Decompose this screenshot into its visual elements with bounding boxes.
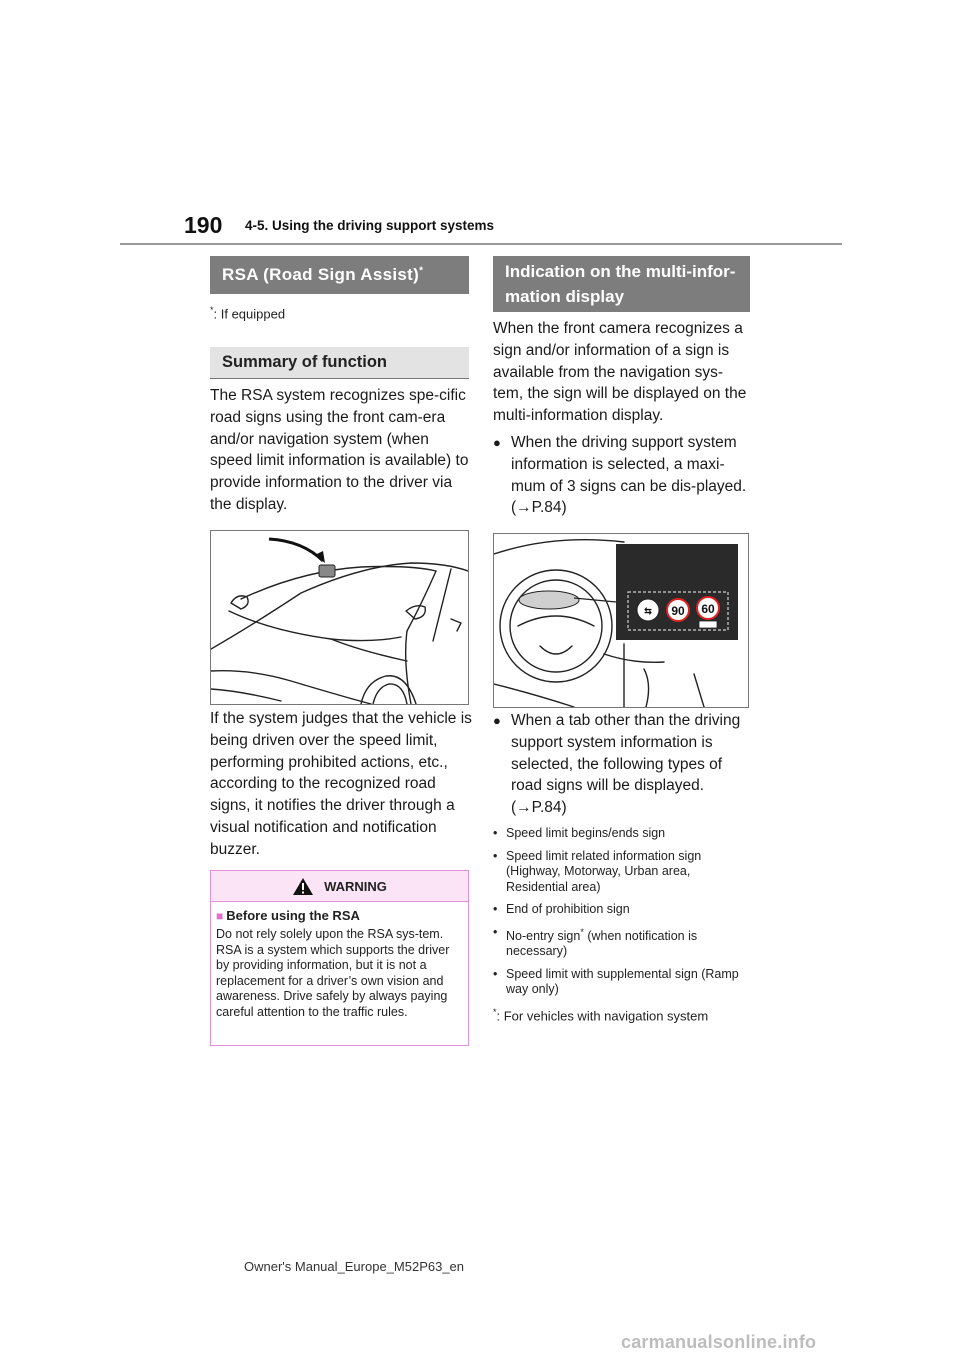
watermark: carmanualsonline.info [621,1332,817,1352]
navigation-footnote [493,1005,749,1024]
footnote-mark: * [210,305,214,315]
summary-heading: Summary of function [210,347,469,379]
header-divider [120,243,842,245]
nav-footnote-mark: * [493,1006,497,1017]
warning-label: WARNING [324,878,387,894]
indication-heading-line2: mation display [505,287,625,306]
dashboard-display-figure [493,533,749,708]
sign-type-text: No-entry sign [506,928,581,943]
rsa-title-text: RSA (Road Sign Assist) [222,265,420,284]
list-item: • Speed limit begins/ends sign [493,826,666,840]
manual-name: Owner's Manual_Europe_M52P63_en [244,1259,465,1274]
car-front-camera-illustration [211,531,468,704]
no-entry-mark: * [580,926,584,937]
square-bullet-icon: ■ [216,909,224,923]
warning-triangle-icon [292,877,314,896]
svg-text:⇆: ⇆ [644,606,652,616]
list-item: • End of prohibition sign [493,902,630,916]
equipped-footnote [210,305,285,321]
bullet-other-tab-text: When a tab other than the driving support system information is selected, the following types of road signs will be displayed. (→P.84) [511,712,741,817]
overspeed-text: If the system judges that the vehicle is being driven over the speed limit, performing prohibited actions, etc., according to the recognized road signs, it notifies the driver through a visual notification and notification buzzer. [210,710,472,858]
steering-wheel-display-illustration [494,534,748,707]
indication-intro: When the front camera recognizes a sign and/or information of a sign is available from the navigation sys-tem, the sign will be displayed on the multi-information display. [493,320,747,425]
sign-type-list [493,826,749,1023]
list-item: • Speed limit with supplemental sign (Ramp way only) [493,967,749,998]
list-item: • No-entry sign* (when notification is necessary) [493,924,698,959]
sign-type-text: Speed limit begins/ends sign [506,826,666,840]
list-item: • Speed limit related information sign (Highway, Motorway, Urban area, Residential area) [493,849,749,896]
bullet-driving-support-text: When the driving support system information is selected, a maxi-mum of 3 signs can be dis-played. (→P.84) [511,434,747,517]
warning-header [211,871,468,902]
indication-heading [493,256,750,312]
page-number: 190 [184,212,223,238]
speed-sign-90: 90 [671,604,685,618]
footnote-text: : If equipped [213,306,286,322]
round-bullet-icon: ● [493,435,501,450]
speed-sign-60: 60 [701,602,715,616]
windshield-camera-figure [210,530,469,705]
section-title: 4-5. Using the driving support systems [245,218,495,233]
sign-type-text: Speed limit with supplemental sign (Ramp way only) [506,966,739,997]
indication-heading-line1: Indication on the multi-infor- [505,262,736,281]
warning-subheading [216,908,462,923]
bullet-other-tab [493,710,749,819]
no-entry-suffix: (when notification is necessary) [506,928,698,959]
rsa-title [210,256,469,294]
warning-box [210,870,469,1046]
summary-text: The RSA system recognizes spe-cific road signs using the front cam-era and/or navigation system (when speed limit information is available) to provide information to the driver via the display. [210,387,469,513]
warning-subheading-text: Before using the RSA [226,908,360,923]
sign-type-text: Speed limit related information sign (Highway, Motorway, Urban area, Residential area) [506,848,702,894]
rsa-title-mark: * [419,265,424,277]
round-bullet-icon: ● [493,713,501,728]
sign-type-text: End of prohibition sign [506,902,630,916]
nav-footnote-text: : For vehicles with navigation system [496,1007,709,1023]
bullet-driving-support [493,432,749,519]
warning-text: Do not rely solely upon the RSA sys-tem. RSA is a system which supports the driver by providing information, but it is not a replacement for a driver’s own vision and awareness. Drive safely by always paying careful attention to the traffic rules. [216,927,450,1019]
